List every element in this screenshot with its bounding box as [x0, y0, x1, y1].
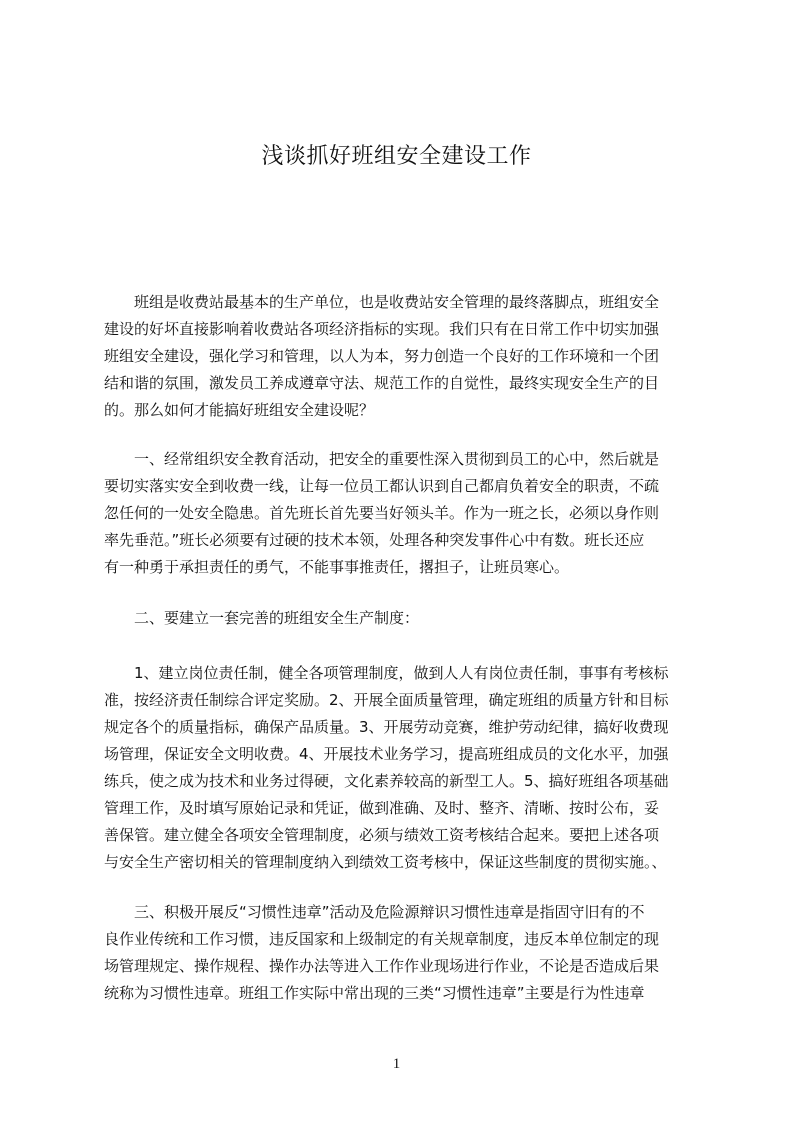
- text-line: 率先垂范。”班长必须要有过硬的技术本领，处理各种突发事件心中有数。班长还应: [104, 531, 645, 549]
- text-line: 良作业传统和工作习惯，违反国家和上级制定的有关规章制度，违反本单位制定的现: [104, 930, 660, 948]
- text-line: 练兵，使之成为技术和业务过得硬，文化素养较高的新型工人。5、搞好班组各项基础: [104, 772, 669, 790]
- text-line: 忽任何的一处安全隐患。首先班长首先要当好领头羊。作为一班之长，必须以身作则: [104, 504, 660, 522]
- text-line: 班组安全建设，强化学习和管理，以人为本，努力创造一个良好的工作环境和一个团: [104, 347, 660, 365]
- text-line: 场管理，保证安全文明收费。4、开展技术业务学习，提高班组成员的文化水平，加强: [104, 745, 669, 763]
- document-title: 浅谈抓好班组安全建设工作: [261, 144, 532, 169]
- text-line: 的。那么如何才能搞好班组安全建设呢？: [104, 401, 375, 419]
- paragraph-section-two-body: [104, 660, 700, 876]
- text-line: 准，按经济责任制综合评定奖励。2、开展全面质量管理，确定班组的质量方针和目标: [104, 691, 669, 709]
- paragraph-section-two-heading: [104, 605, 700, 632]
- text-line: 一、经常组织安全教育活动，把安全的重要性深入贯彻到员工的心中，然后就是: [104, 450, 660, 468]
- text-line: 与安全生产密切相关的管理制度纳入到绩效工资考核中，保证这些制度的贯彻实施。、: [104, 853, 667, 871]
- paragraph-section-three: [104, 899, 700, 1007]
- text-line: 班组是收费站最基本的生产单位，也是收费站安全管理的最终落脚点，班组安全: [104, 293, 660, 311]
- text-line: 1、建立岗位责任制，健全各项管理制度，做到人人有岗位责任制，事事有考核标: [104, 664, 669, 682]
- text-line: 三、积极开展反“习惯性违章”活动及危险源辩识习惯性违章是指固守旧有的不: [104, 903, 645, 921]
- paragraph-section-one: [104, 446, 700, 581]
- text-line: 统称为习惯性违章。班组工作实际中常出现的三类“习惯性违章”主要是行为性违章: [104, 984, 645, 1002]
- text-line: 善保管。建立健全各项安全管理制度，必须与绩效工资考核结合起来。要把上述各项: [104, 826, 660, 844]
- text-line: 有一种勇于承担责任的勇气，不能事事推责任，撂担子，让班员寒心。: [104, 558, 570, 576]
- text-line: 规定各个的质量指标，确保产品质量。3、开展劳动竞赛，维护劳动纪律，搞好收费现: [104, 718, 669, 736]
- text-line: 场管理规定、操作规程、操作办法等进入工作作业现场进行作业，不论是否造成后果: [104, 957, 660, 975]
- text-line: 要切实落实安全到收费一线，让每一位员工都认识到自己都肩负着安全的职责，不疏: [104, 477, 660, 495]
- text-line: 管理工作，及时填写原始记录和凭证，做到准确、及时、整齐、清晰、按时公布，妥: [104, 799, 660, 817]
- text-line: 二、要建立一套完善的班组安全生产制度：: [104, 609, 420, 627]
- paragraph-intro: [104, 289, 700, 424]
- text-line: 建设的好坏直接影响着收费站各项经济指标的实现。我们只有在日常工作中切实加强: [104, 320, 660, 338]
- text-line: 结和谐的氛围，激发员工养成遵章守法、规范工作的自觉性，最终实现安全生产的目: [104, 374, 660, 392]
- page-number: 1: [392, 1056, 401, 1072]
